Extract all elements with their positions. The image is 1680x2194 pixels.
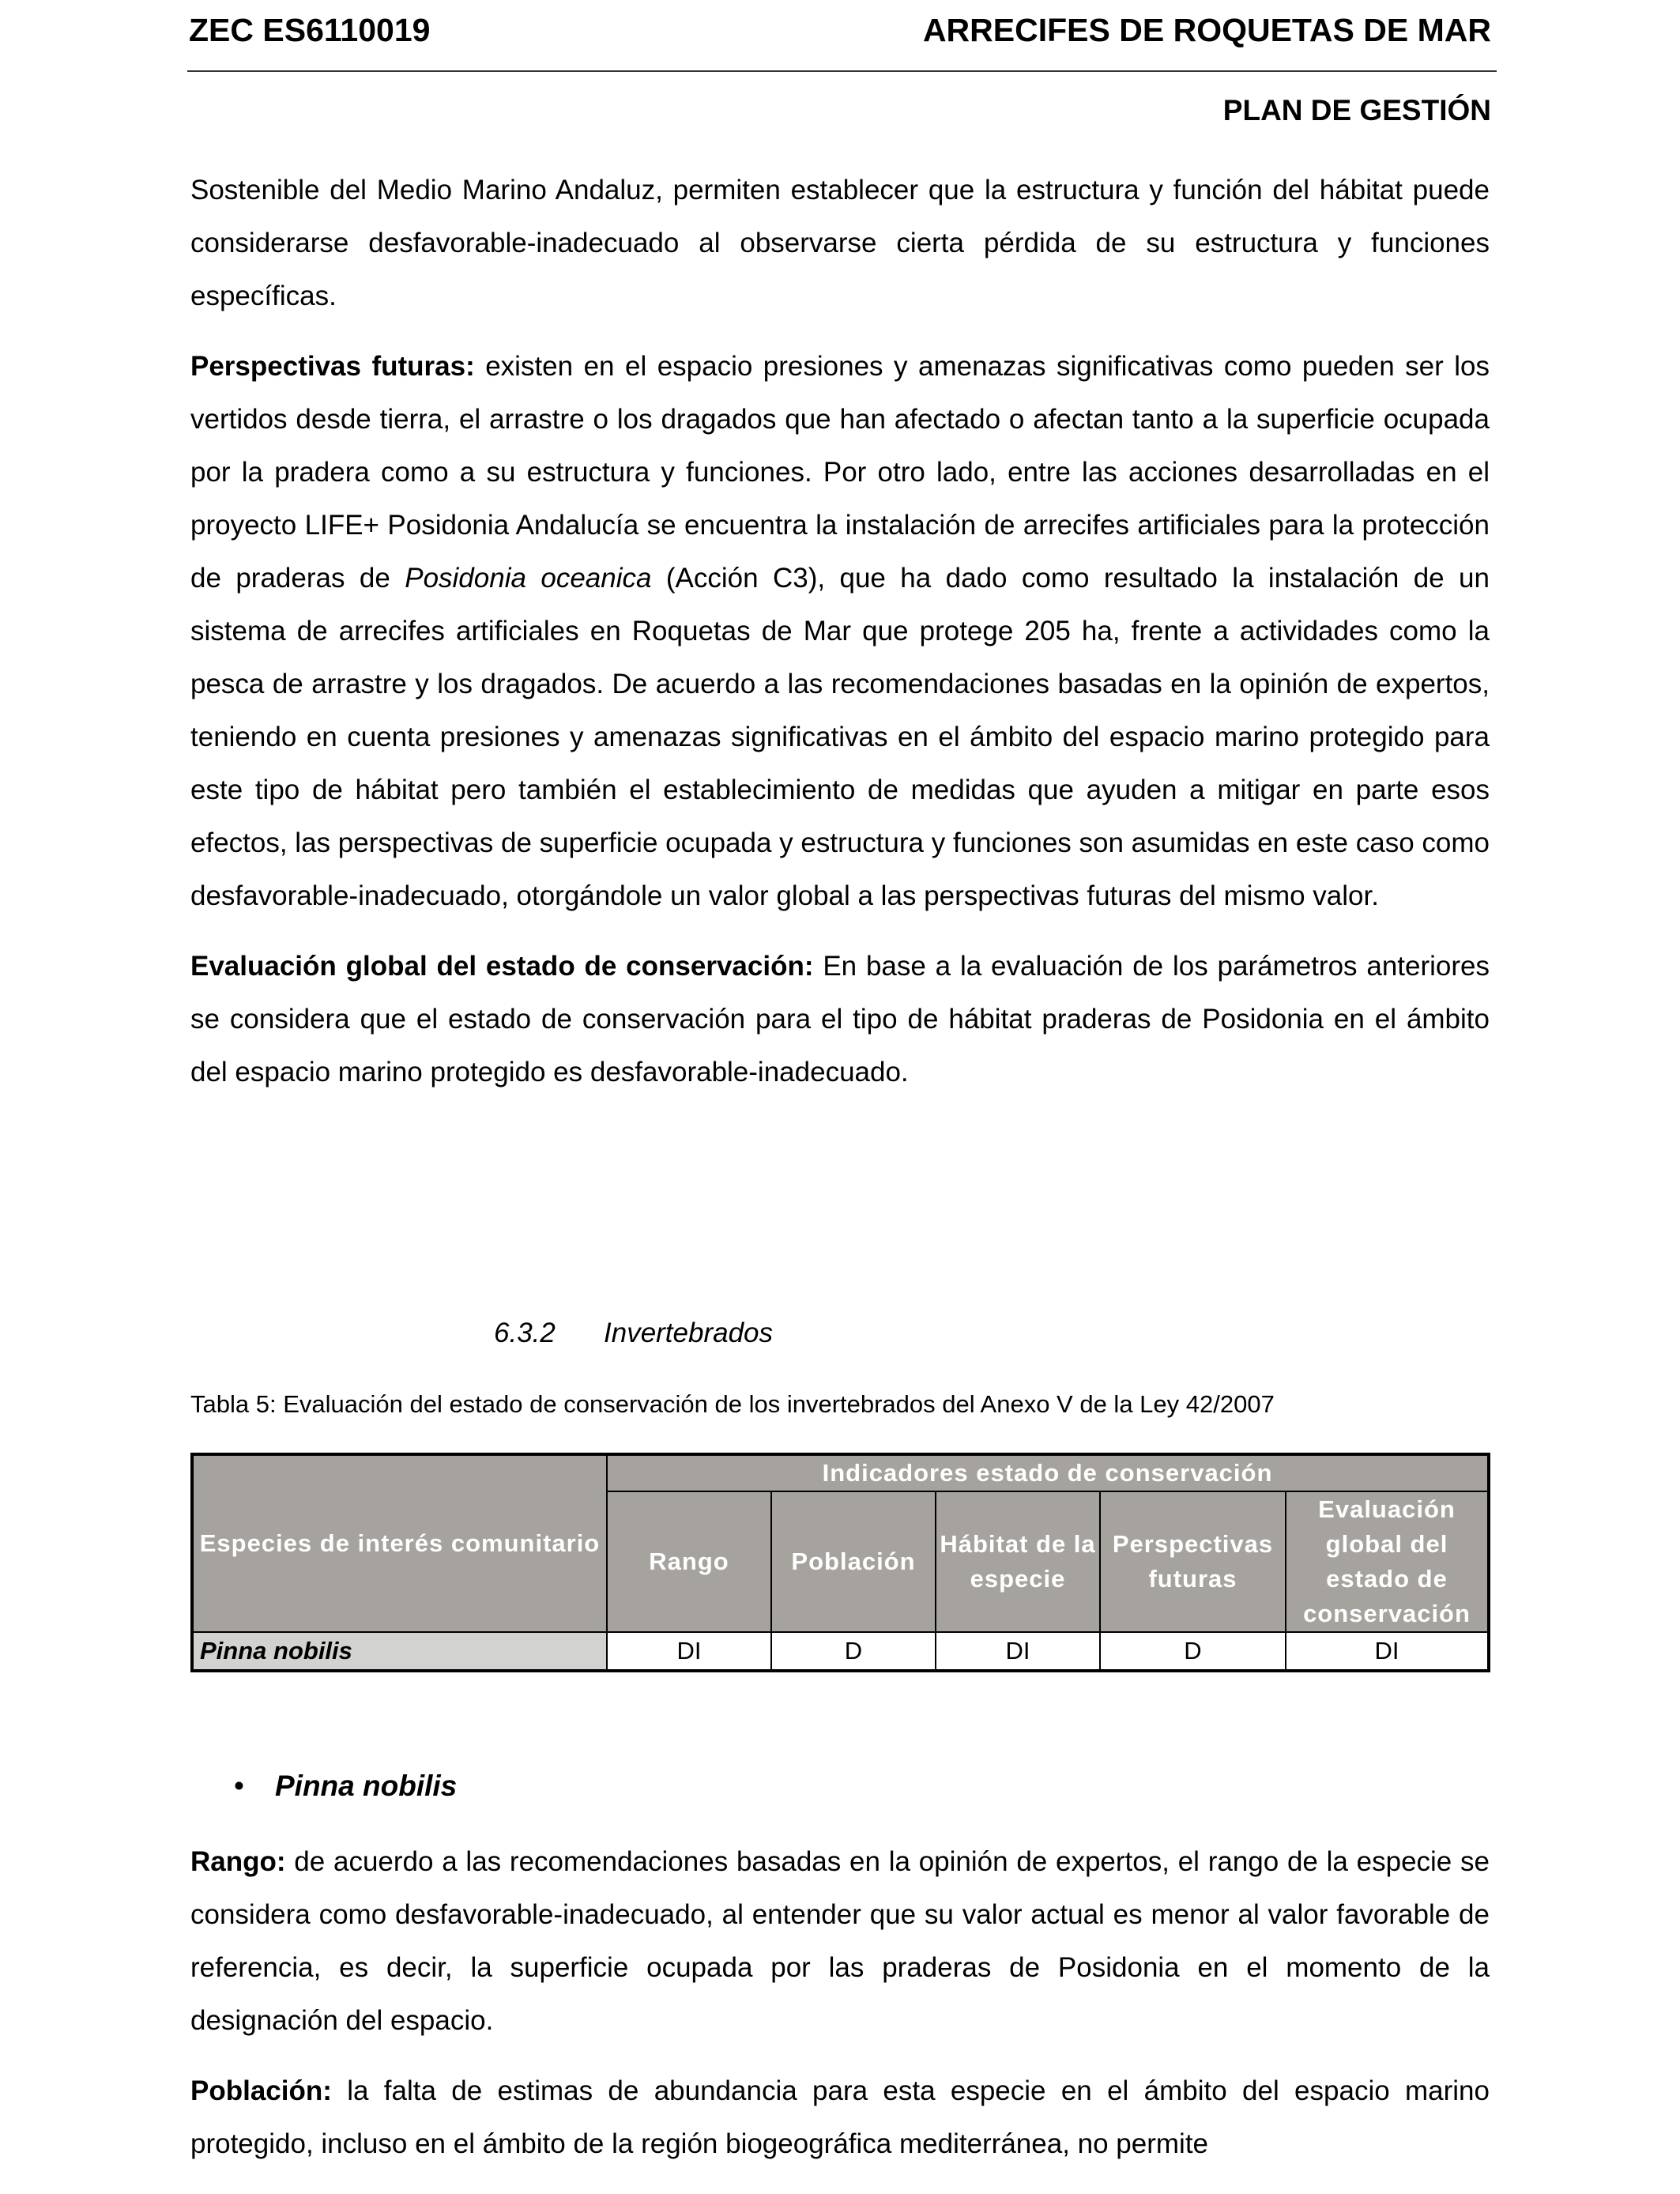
cell-habitat: DI	[936, 1632, 1100, 1671]
poblacion-paragraph	[190, 2064, 1490, 2170]
rango-text: de acuerdo a las recomendaciones basadas en la opinión de expertos, el rango de la especie se considera como desfavorable-inadecuado, al entender que su valor actual es menor al valor favorable de referencia, es decir, la superficie ocupada por las praderas de Posidonia en el momento de la designación del espacio.	[190, 1846, 1490, 2036]
body-text	[190, 164, 1490, 1099]
column-header-rango: Rango	[607, 1491, 771, 1632]
table-caption: Tabla 5: Evaluación del estado de conservación de los invertebrados del Anexo V de la Ley 42/2007	[190, 1390, 1275, 1418]
species-body-text	[190, 1835, 1490, 2170]
column-header-habitat: Hábitat de la especie	[936, 1491, 1100, 1632]
perspectivas-paragraph	[190, 340, 1490, 922]
column-header-perspectivas: Perspectivas futuras	[1100, 1491, 1286, 1632]
cell-rango: DI	[607, 1632, 771, 1671]
header-divider	[187, 70, 1497, 72]
section-number: 6.3.2	[494, 1318, 556, 1348]
rango-paragraph	[190, 1835, 1490, 2047]
poblacion-label: Población:	[190, 2075, 332, 2106]
cell-evaluacion-global: DI	[1286, 1632, 1489, 1671]
header-site-code: ZEC ES6110019	[189, 12, 431, 48]
poblacion-text: la falta de estimas de abundancia para esta especie en el ámbito del espacio marino protegido, incluso en el ámbito de la región biogeográfica mediterránea, no permite	[190, 2075, 1490, 2159]
row-species-name: Pinna nobilis	[192, 1632, 607, 1671]
cell-poblacion: D	[771, 1632, 936, 1671]
perspectivas-text-b: (Acción C3), que ha dado como resultado la instalación de un sistema de arrecifes artificiales en Roquetas de Mar que protege 205 ha, frente a actividades como la pesca de arrastre y los dragados. De acuerdo a las recomendaciones basadas en la opinión de expertos, teniendo en cuenta presiones y amenazas significativas en el ámbito del espacio marino protegido para este tipo de hábitat pero también el establecimiento de medidas que ayuden a mitigar en parte esos efectos, las perspectivas de superficie ocupada y estructura y funciones son asumidas en este caso como desfavorable-inadecuado, otorgándole un valor global a las perspectivas futuras del mismo valor.	[190, 563, 1490, 911]
evaluacion-label: Evaluación global del estado de conservación:	[190, 951, 814, 982]
header-document-type: PLAN DE GESTIÓN	[1222, 94, 1491, 126]
rango-label: Rango:	[190, 1846, 286, 1877]
conservation-table	[190, 1453, 1490, 1672]
cell-perspectivas: D	[1100, 1632, 1286, 1671]
evaluacion-text: En base a la evaluación de los parámetros anteriores se considera que el estado de conservación para el tipo de hábitat praderas de Posidonia en el ámbito del espacio marino protegido es desfavorable-inadecuado.	[190, 951, 1490, 1088]
perspectivas-text-a: existen en el espacio presiones y amenazas significativas como pueden ser los vertidos desde tierra, el arrastre o los dragados que han afectado o afectan tanto a la superficie ocupada por la pradera como a su estructura y funciones. Por otro lado, entre las acciones desarrolladas en el proyecto LIFE+ Posidonia Andalucía se encuentra la instalación de arrecifes artificiales para la protección de praderas de	[190, 351, 1490, 594]
species-bullet-name: Pinna nobilis	[275, 1770, 458, 1802]
species-name-italic: Posidonia oceanica	[405, 563, 652, 594]
column-header-evaluacion-global: Evaluación global del estado de conservación	[1286, 1491, 1489, 1632]
perspectivas-label: Perspectivas futuras:	[190, 351, 475, 382]
evaluacion-paragraph	[190, 940, 1490, 1099]
species-header: Especies de interés comunitario	[192, 1454, 607, 1632]
header-site-name: ARRECIFES DE ROQUETAS DE MAR	[922, 12, 1491, 48]
bullet-marker: •	[234, 1770, 244, 1802]
indicators-group-header: Indicadores estado de conservación	[607, 1454, 1489, 1491]
section-title: Invertebrados	[604, 1318, 774, 1348]
table-row	[192, 1632, 1489, 1671]
column-header-poblacion: Población	[771, 1491, 936, 1632]
intro-paragraph: Sostenible del Medio Marino Andaluz, permiten establecer que la estructura y función del hábitat puede considerarse desfavorable-inadecuado al observarse cierta pérdida de su estructura y funciones específicas.	[190, 175, 1490, 311]
